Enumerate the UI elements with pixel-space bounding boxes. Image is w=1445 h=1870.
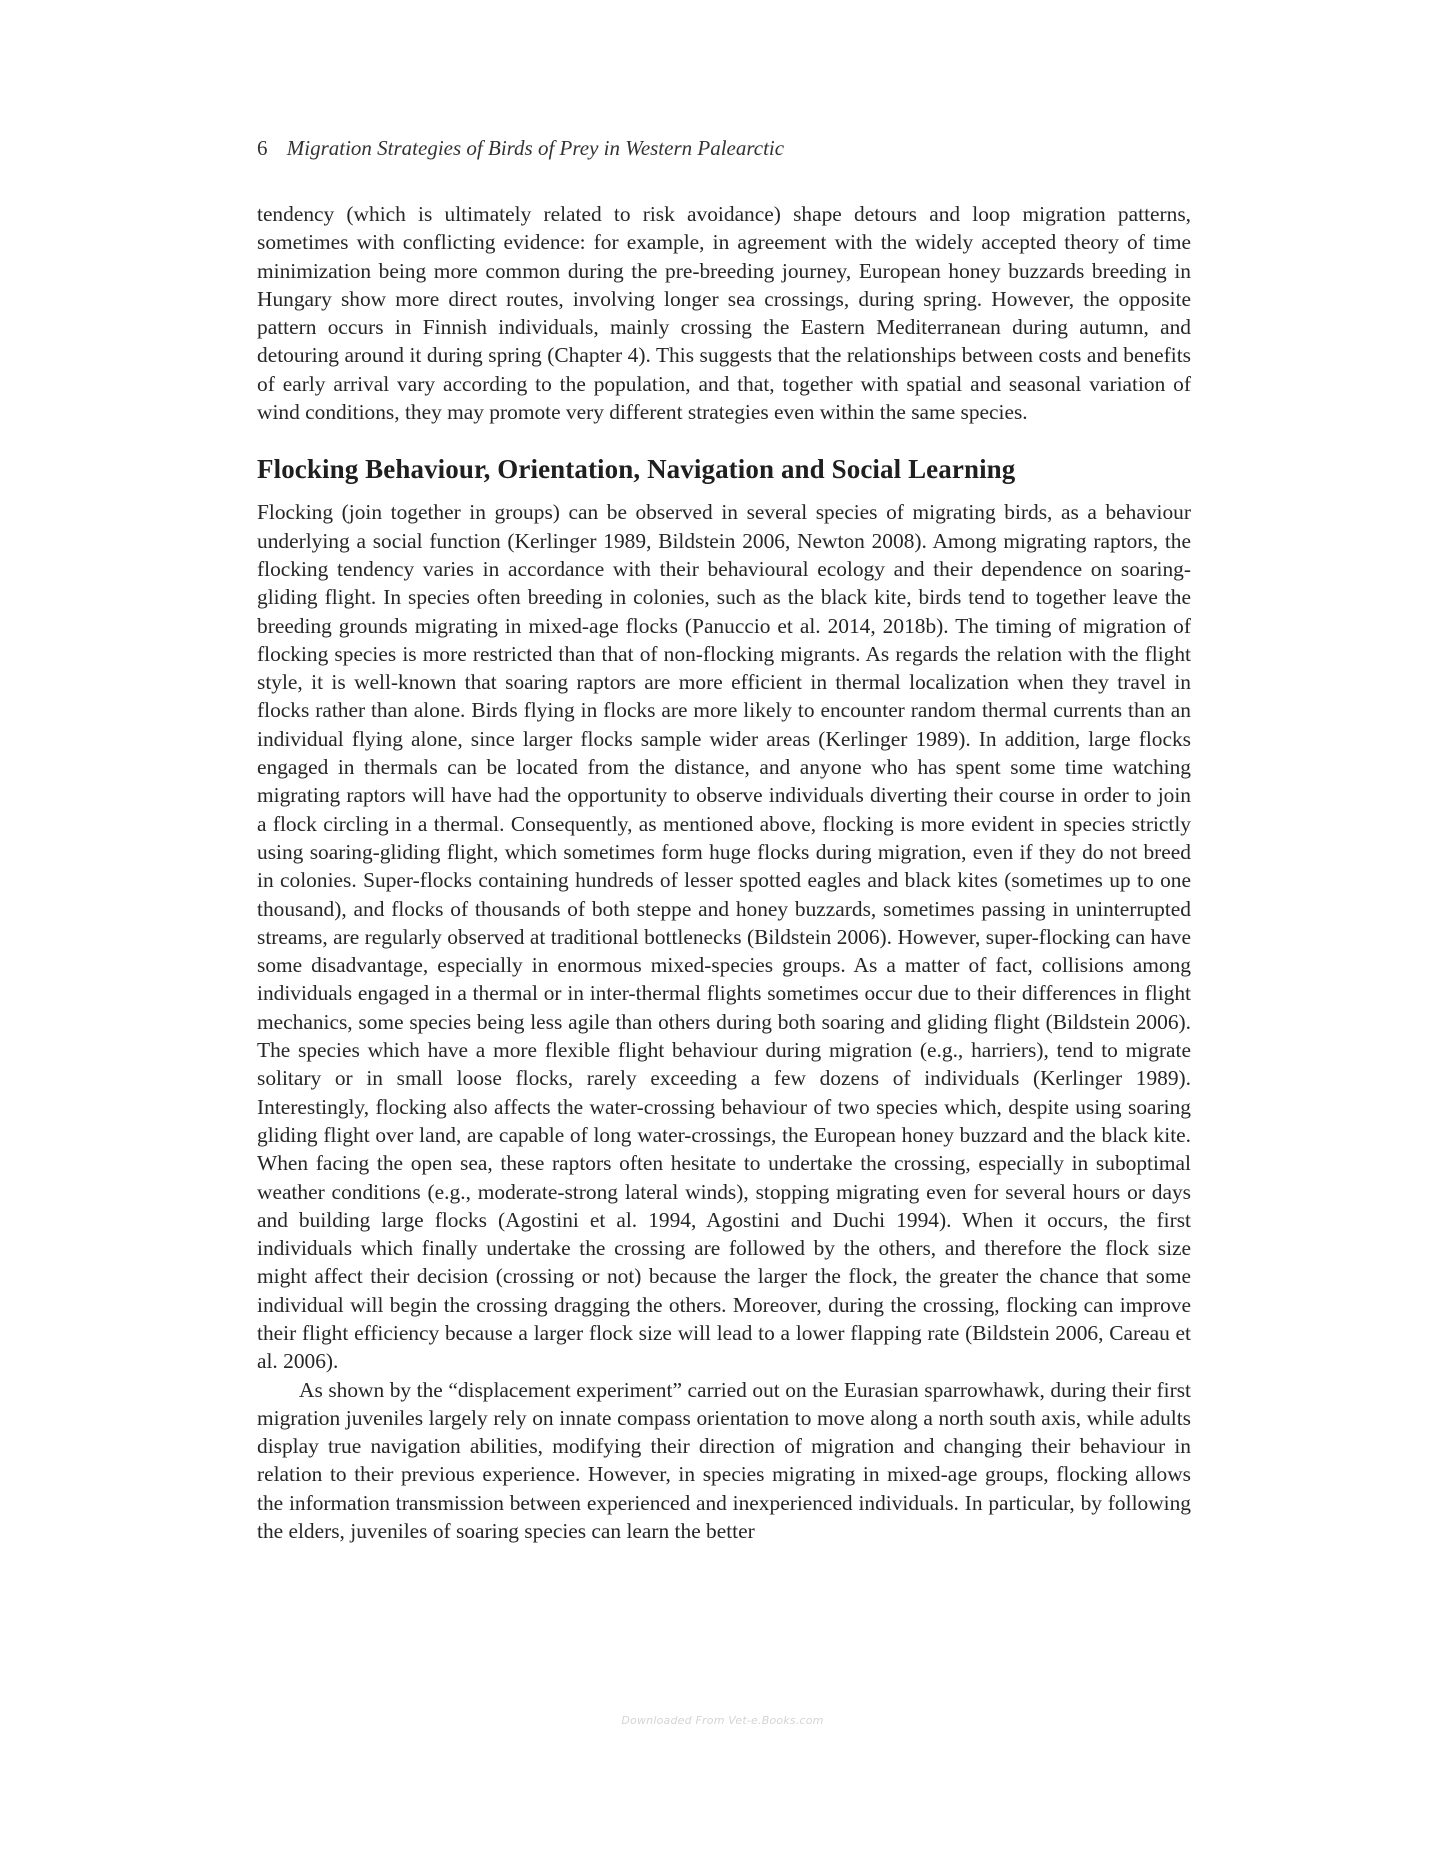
page-body bbox=[257, 200, 1191, 1545]
running-title: Migration Strategies of Birds of Prey in Western Palearctic bbox=[286, 136, 785, 160]
download-watermark: Downloaded From Vet-e.Books.com bbox=[621, 1714, 824, 1727]
body-paragraph-continued: tendency (which is ultimately related to risk avoidance) shape detours and loop migration patterns, sometimes with conflicting evidence: for example, in agreement with the widely accepted theory of time minimization being more common during the pre-breeding journey, European honey buzzards breeding in Hungary show more direct routes, involving longer sea crossings, during spring. However, the opposite pattern occurs in Finnish individuals, mainly crossing the Eastern Mediterranean during autumn, and detouring around it during spring (Chapter 4). This suggests that the relationships between costs and benefits of early arrival vary according to the population, and that, together with spatial and seasonal variation of wind conditions, they may promote very different strategies even within the same species. bbox=[257, 202, 1191, 425]
body-paragraph-displacement: As shown by the “displacement experiment” carried out on the Eurasian sparrowhawk, during their first migration juveniles largely rely on innate compass orientation to move along a north south axis, while adults display true navigation abilities, modifying their direction of migration and changing their behaviour in relation to their previous experience. However, in species migrating in mixed-age groups, flocking allows the information transmission between experienced and inexperienced individuals. In particular, by following the elders, juveniles of soaring species can learn the better bbox=[257, 1377, 1191, 1544]
running-head bbox=[257, 136, 784, 161]
page-number: 6 bbox=[257, 136, 268, 160]
body-paragraph-flocking: Flocking (join together in groups) can be observed in several species of migrating birds, as a behaviour underlying a social function (Kerlinger 1989, Bildstein 2006, Newton 2008). Among migrating raptors, the flocking tendency varies in accordance with their behavioural ecology and their dependence on soaring-gliding flight. In species often breeding in colonies, such as the black kite, birds tend to together leave the breeding grounds migrating in mixed-age flocks (Panuccio et al. 2014, 2018b). The timing of migration of flocking species is more restricted than that of non-flocking migrants. As regards the relation with the flight style, it is well-known that soaring raptors are more efficient in thermal localization when they travel in flocks rather than alone. Birds flying in flocks are more likely to encounter random thermal currents than an individual flying alone, since larger flocks sample wider areas (Kerlinger 1989). In addition, large flocks engaged in thermals can be located from the distance, and anyone who has spent some time watching migrating raptors will have had the opportunity to observe individuals diverting their course in order to join a flock circling in a thermal. Consequently, as mentioned above, flocking is more evident in species strictly using soaring-gliding flight, which sometimes form huge flocks during migration, even if they do not breed in colonies. Super-flocks containing hundreds of lesser spotted eagles and black kites (sometimes up to one thousand), and flocks of thousands of both steppe and honey buzzards, sometimes passing in uninterrupted streams, are regularly observed at traditional bottlenecks (Bildstein 2006). However, super-flocking can have some disadvantage, especially in enormous mixed-species groups. As a matter of fact, collisions among individuals engaged in a thermal or in inter-thermal flights sometimes occur due to their differences in flight mechanics, some species being less agile than others during both soaring and gliding flight (Bildstein 2006). The species which have a more flexible flight behaviour during migration (e.g., harriers), tend to migrate solitary or in small loose flocks, rarely exceeding a few dozens of individuals (Kerlinger 1989). Interestingly, flocking also affects the water-crossing behaviour of two species which, despite using soaring gliding flight over land, are capable of long water-crossings, the European honey buzzard and the black kite. When facing the open sea, these raptors often hesitate to undertake the crossing, especially in suboptimal weather conditions (e.g., moderate-strong lateral winds), stopping migrating even for several hours or days and building large flocks (Agostini et al. 1994, Agostini and Duchi 1994). When it occurs, the first individuals which finally undertake the crossing are followed by the others, and therefore the flock size might affect their decision (crossing or not) because the larger the flock, the greater the chance that some individual will begin the crossing dragging the others. Moreover, during the crossing, flocking can improve their flight efficiency because a larger flock size will lead to a lower flapping rate (Bildstein 2006, Careau et al. 2006). bbox=[257, 500, 1191, 1374]
section-heading: Flocking Behaviour, Orientation, Navigation and Social Learning bbox=[257, 454, 1016, 485]
